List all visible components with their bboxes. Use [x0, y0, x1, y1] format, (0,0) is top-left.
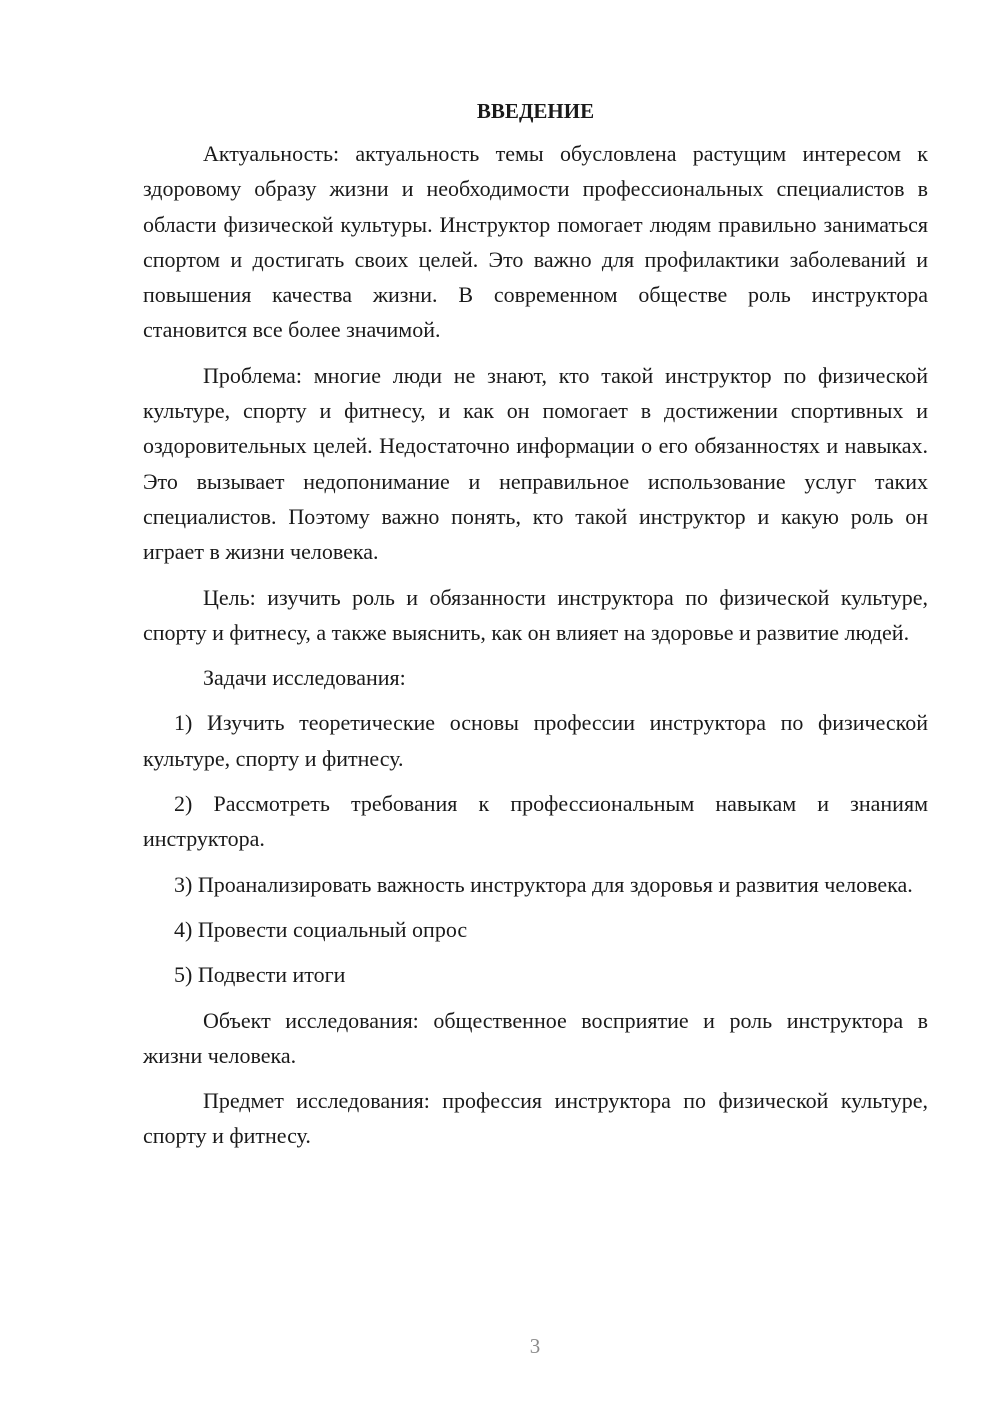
task-item-2: 2) Рассмотреть требования к профессиональным навыкам и знаниям инструктора. [143, 791, 928, 852]
section-title: ВВЕДЕНИЕ [476, 99, 595, 123]
problem-paragraph: Проблема: многие люди не знают, кто такой инструктор по физической культуре, спорту и фитнесу, и как он помогает в достижении спортивных и оздоровительных целей. Недостаточно информации о его обязанностях и навыках. Это вызывает недопонимание и неправильное использование услуг таких специалистов. Поэтому важно понять, кто такой инструктор и какую роль он играет в жизни человека. [143, 362, 928, 565]
relevance-paragraph: Актуальность: актуальность темы обусловлена растущим интересом к здоровому образу жизни и необходимости профессиональных специалистов в области физической культуры. Инструктор помогает людям правильно заниматься спортом и достигать своих целей. Это важно для профилактики заболеваний и повышения качества жизни. В современном обществе роль инструктора становится все более значимой. [143, 141, 928, 343]
page-number: 3 [529, 1334, 541, 1358]
goal-paragraph: Цель: изучить роль и обязанности инструктора по физической культуре, спорту и фитнесу, а также выяснить, как он влияет на здоровье и развитие людей. [143, 584, 928, 645]
task-item-1: 1) Изучить теоретические основы профессии инструктора по физической культуре, спорту и фитнесу. [143, 710, 928, 771]
page-content [143, 96, 928, 1164]
task-item-3: 3) Проанализировать важность инструктора для здоровья и развития человека. [174, 871, 913, 897]
tasks-heading: Задачи исследования: [203, 665, 406, 691]
subject-paragraph: Предмет исследования: профессия инструктора по физической культуре, спорту и фитнесу. [143, 1088, 928, 1149]
task-item-5: 5) Подвести итоги [174, 962, 346, 988]
task-item-4: 4) Провести социальный опрос [174, 916, 468, 942]
object-paragraph: Объект исследования: общественное восприятие и роль инструктора в жизни человека. [143, 1007, 928, 1068]
